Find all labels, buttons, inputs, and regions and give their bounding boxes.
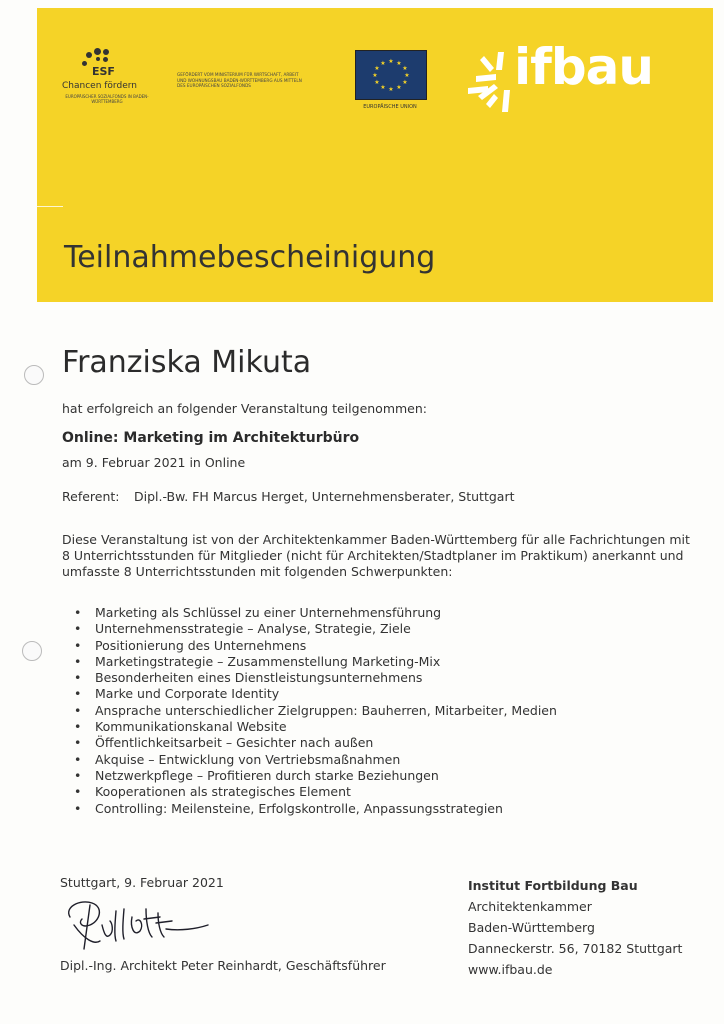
svg-text:★: ★	[374, 79, 380, 86]
bullet-icon: •	[74, 735, 82, 751]
bullet-icon: •	[74, 670, 82, 686]
svg-text:★: ★	[396, 84, 402, 91]
eu-logo	[355, 50, 425, 110]
list-item: • Besonderheiten eines Dienstleistungsunternehmens	[74, 670, 423, 686]
svg-text:★: ★	[372, 72, 378, 79]
bullet-icon: •	[74, 686, 82, 702]
referent-label: Referent:	[62, 489, 120, 504]
institute-line-1: Architektenkammer	[468, 899, 592, 914]
bullet-icon: •	[74, 767, 82, 783]
list-item: • Kommunikationskanal Website	[74, 719, 287, 735]
eu-caption: EUROPÄISCHE UNION	[363, 104, 417, 110]
list-item: • Marketing als Schlüssel zu einer Unternehmensführung	[74, 605, 442, 620]
svg-text:★: ★	[388, 58, 394, 65]
banner-rule	[37, 206, 63, 207]
institute-address: Danneckerstr. 56, 70182 Stuttgart	[468, 941, 683, 956]
bullet-icon: •	[74, 605, 82, 620]
description-paragraph: Diese Veranstaltung ist von der Architektenkammer Baden-Württemberg für alle Fachrichtungen mit 8 Unterrichtsstunden für Mitglieder (nicht für Architekten/Stadtplaner im Praktikum) anerkannt und umfasste 8 Unterrichtsstunden mit folgenden Schwerpunkten:	[62, 532, 690, 579]
bullet-icon: •	[74, 784, 82, 800]
institute-block	[468, 875, 682, 980]
esf-claim: Chancen fördern	[62, 81, 137, 91]
ifbau-logo	[468, 38, 658, 132]
ministry-funding-text: GEFÖRDERT VOM MINISTERIUM FÜR WIRTSCHAFT, ARBEIT UND WOHNUNGSBAU BADEN-WÜRTTEMBERG AUS MITTELN DES EUROPÄISCHEN SOZIALFONDS	[177, 72, 302, 88]
svg-text:★: ★	[374, 65, 380, 72]
institute-line-2: Baden-Württemberg	[468, 920, 595, 935]
svg-text:★: ★	[388, 86, 394, 93]
punch-hole-icon	[22, 641, 42, 661]
referent-value: Dipl.-Bw. FH Marcus Herget, Unternehmensberater, Stuttgart	[134, 489, 515, 504]
referent-row	[62, 489, 515, 504]
list-item: • Marke und Corporate Identity	[74, 686, 280, 702]
list-item: • Netzwerkpflege – Profitieren durch starke Beziehungen	[74, 767, 439, 783]
esf-name: ESF	[92, 65, 115, 78]
svg-text:★: ★	[380, 84, 386, 91]
svg-text:★: ★	[402, 65, 408, 72]
list-item: • Akquise – Entwicklung von Vertriebsmaßnahmen	[74, 751, 401, 767]
list-item: • Öffentlichkeitsarbeit – Gesichter nach außen	[74, 735, 374, 751]
event-date: am 9. Februar 2021 in Online	[62, 455, 246, 470]
institute-web: www.ifbau.de	[468, 962, 553, 977]
signer-name: Dipl.-Ing. Architekt Peter Reinhardt, Geschäftsführer	[60, 958, 386, 973]
list-item: • Marketingstrategie – Zusammenstellung Marketing-Mix	[74, 653, 441, 669]
intro-text: hat erfolgreich an folgender Veranstaltung teilgenommen:	[62, 401, 428, 416]
topics-list	[62, 605, 557, 817]
esf-logo	[58, 48, 148, 120]
list-item: • Positionierung des Unternehmens	[74, 637, 307, 653]
signature-icon	[60, 895, 220, 953]
list-item: • Ansprache unterschiedlicher Zielgruppen: Bauherren, Mitarbeiter, Medien	[74, 702, 557, 718]
bullet-icon: •	[74, 719, 82, 735]
ifbau-mark-icon	[468, 42, 518, 132]
bullet-icon: •	[74, 637, 82, 653]
event-title: Online: Marketing im Architekturbüro	[62, 430, 360, 446]
esf-subline: EUROPÄISCHER SOZIALFONDS IN BADEN-WÜRTTEMBERG	[65, 94, 149, 104]
bullet-icon: •	[74, 621, 82, 637]
svg-text:★: ★	[396, 60, 402, 67]
list-item: • Controlling: Meilensteine, Erfolgskontrolle, Anpassungsstrategien	[74, 800, 503, 816]
bullet-icon: •	[74, 702, 82, 718]
eu-flag-icon	[355, 50, 427, 100]
place-date: Stuttgart, 9. Februar 2021	[60, 875, 224, 890]
svg-text:★: ★	[402, 79, 408, 86]
bullet-icon: •	[74, 800, 82, 816]
list-item: • Unternehmensstrategie – Analyse, Strategie, Ziele	[74, 621, 411, 637]
list-item: • Kooperationen als strategisches Element	[74, 784, 351, 800]
ifbau-wordmark: ifbau	[514, 38, 654, 96]
participant-name: Franziska Mikuta	[62, 345, 312, 380]
svg-text:★: ★	[380, 60, 386, 67]
institute-name: Institut Fortbildung Bau	[468, 878, 638, 893]
bullet-icon: •	[74, 751, 82, 767]
document-title: Teilnahmebescheinigung	[64, 240, 436, 275]
svg-text:★: ★	[404, 72, 410, 79]
bullet-icon: •	[74, 653, 82, 669]
punch-hole-icon	[24, 365, 44, 385]
